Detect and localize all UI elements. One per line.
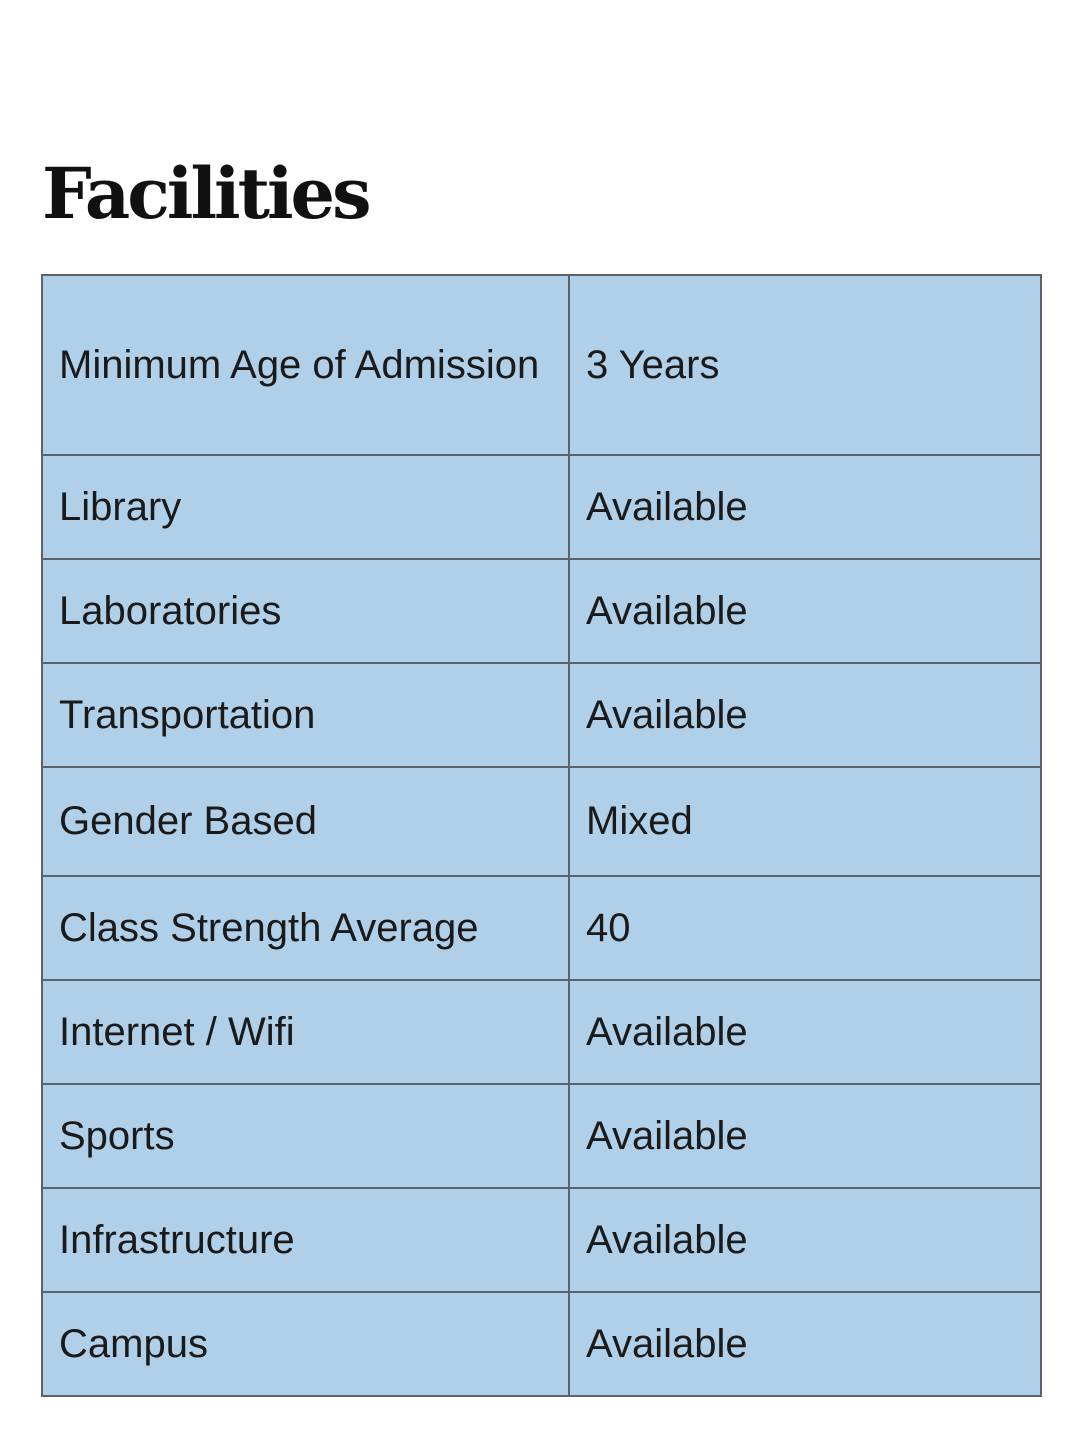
facility-label: Library [42,455,569,559]
table-row [42,1188,1041,1292]
facility-value: Available [569,455,1041,559]
page-title: Facilities [42,152,369,235]
table-row [42,1292,1041,1396]
table-row [42,980,1041,1084]
facility-value: Available [569,1188,1041,1292]
table-row [42,559,1041,663]
facility-label: Internet / Wifi [42,980,569,1084]
facility-label: Laboratories [42,559,569,663]
facility-value: 3 Years [569,275,1041,455]
facility-label: Minimum Age of Admission [42,275,569,455]
facility-value: Available [569,1292,1041,1396]
facility-label: Campus [42,1292,569,1396]
facility-value: Available [569,663,1041,767]
table-row [42,275,1041,455]
facility-value: Available [569,980,1041,1084]
facility-value: Mixed [569,767,1041,876]
facility-value: Available [569,1084,1041,1188]
table-row [42,876,1041,980]
facility-label: Class Strength Average [42,876,569,980]
facility-value: 40 [569,876,1041,980]
facility-label: Transportation [42,663,569,767]
table-row [42,455,1041,559]
facilities-table [41,274,1042,1397]
facility-value: Available [569,559,1041,663]
table-row [42,1084,1041,1188]
facility-label: Infrastructure [42,1188,569,1292]
table-row [42,767,1041,876]
facility-label: Sports [42,1084,569,1188]
facility-label: Gender Based [42,767,569,876]
table-row [42,663,1041,767]
